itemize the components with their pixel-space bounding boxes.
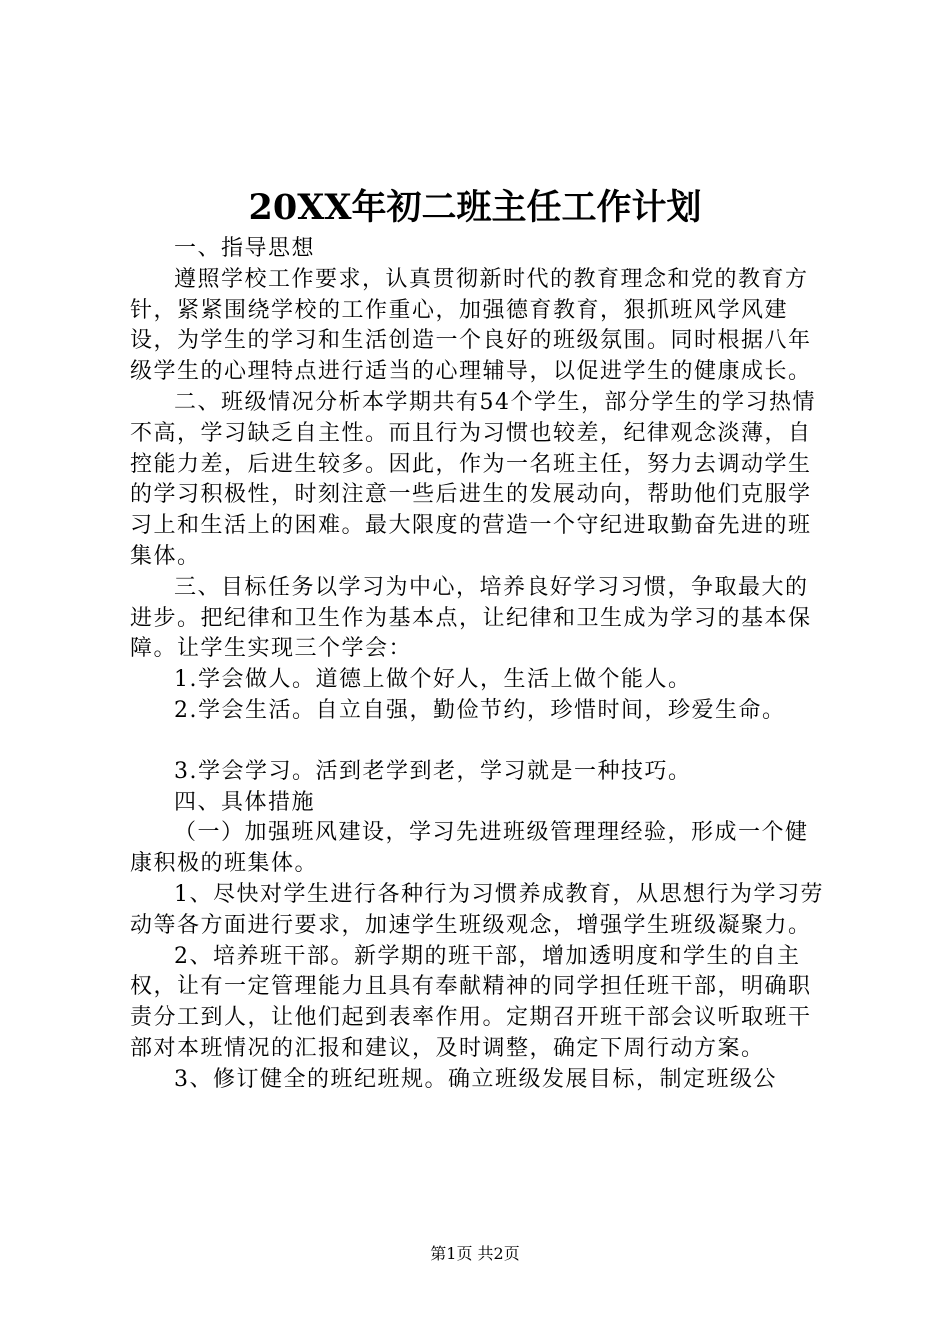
- paragraph-measure-1: 1、尽快对学生进行各种行为习惯养成教育，从思想行为学习劳动等各方面进行要求，加速学生班级观念，增强学生班级凝聚力。: [130, 881, 824, 938]
- list-item-learn-to-live: 2.学会生活。自立自强，勤俭节约，珍惜时间，珍爱生命。: [174, 697, 786, 723]
- section-heading-measures: 四、具体措施: [174, 789, 316, 815]
- list-item-learn-to-behave: 1.学会做人。道德上做个好人，生活上做个能人。: [174, 667, 692, 693]
- document-title: 20XX年初二班主任工作计划: [248, 187, 702, 228]
- paragraph-class-analysis: 二、班级情况分析本学期共有54个学生，部分学生的学习热情不高，学习缺乏自主性。而且行为习惯也较差，纪律观念淡薄，自控能力差，后进生较多。因此，作为一名班主任，努力去调动学生的学习积极性，时刻注意一些后进生的发展动向，帮助他们克服学习上和生活上的困难。最大限度的营造一个守纪进取勤奋先进的班集体。: [130, 389, 816, 569]
- paragraph-measure-2: 2、培养班干部。新学期的班干部，增加透明度和学生的自主权，让有一定管理能力且具有奉献精神的同学担任班干部，明确职责分工到人，让他们起到表率作用。定期召开班干部会议听取班干部对本班情况的汇报和建议，及时调整，确定下周行动方案。: [130, 943, 812, 1061]
- paragraph-measure-3: 3、修订健全的班纪班规。确立班级发展目标，制定班级公: [174, 1066, 777, 1092]
- section-heading-guiding-thought: 一、指导思想: [174, 236, 316, 261]
- paragraph-goals: 三、目标任务以学习为中心，培养良好学习习惯，争取最大的进步。把纪律和卫生作为基本点，让纪律和卫生成为学习的基本保障。让学生实现三个学会：: [130, 574, 812, 662]
- paragraph-class-style: （一）加强班风建设，学习先进班级管理理经验，形成一个健康积极的班集体。: [130, 820, 809, 877]
- page-number-footer: 第1页 共2页: [430, 1244, 520, 1263]
- document-body: [130, 234, 830, 1096]
- paragraph-gap: [130, 727, 830, 757]
- list-item-learn-to-study: 3.学会学习。活到老学到老，学习就是一种技巧。: [174, 758, 692, 784]
- paragraph-guiding-thought: 遵照学校工作要求，认真贯彻新时代的教育理念和党的教育方针，紧紧围绕学校的工作重心，加强德育教育，狠抓班风学风建设，为学生的学习和生活创造一个良好的班级氛围。同时根据八年级学生的心理特点进行适当的心理辅导，以促进学生的健康成长。: [130, 266, 812, 385]
